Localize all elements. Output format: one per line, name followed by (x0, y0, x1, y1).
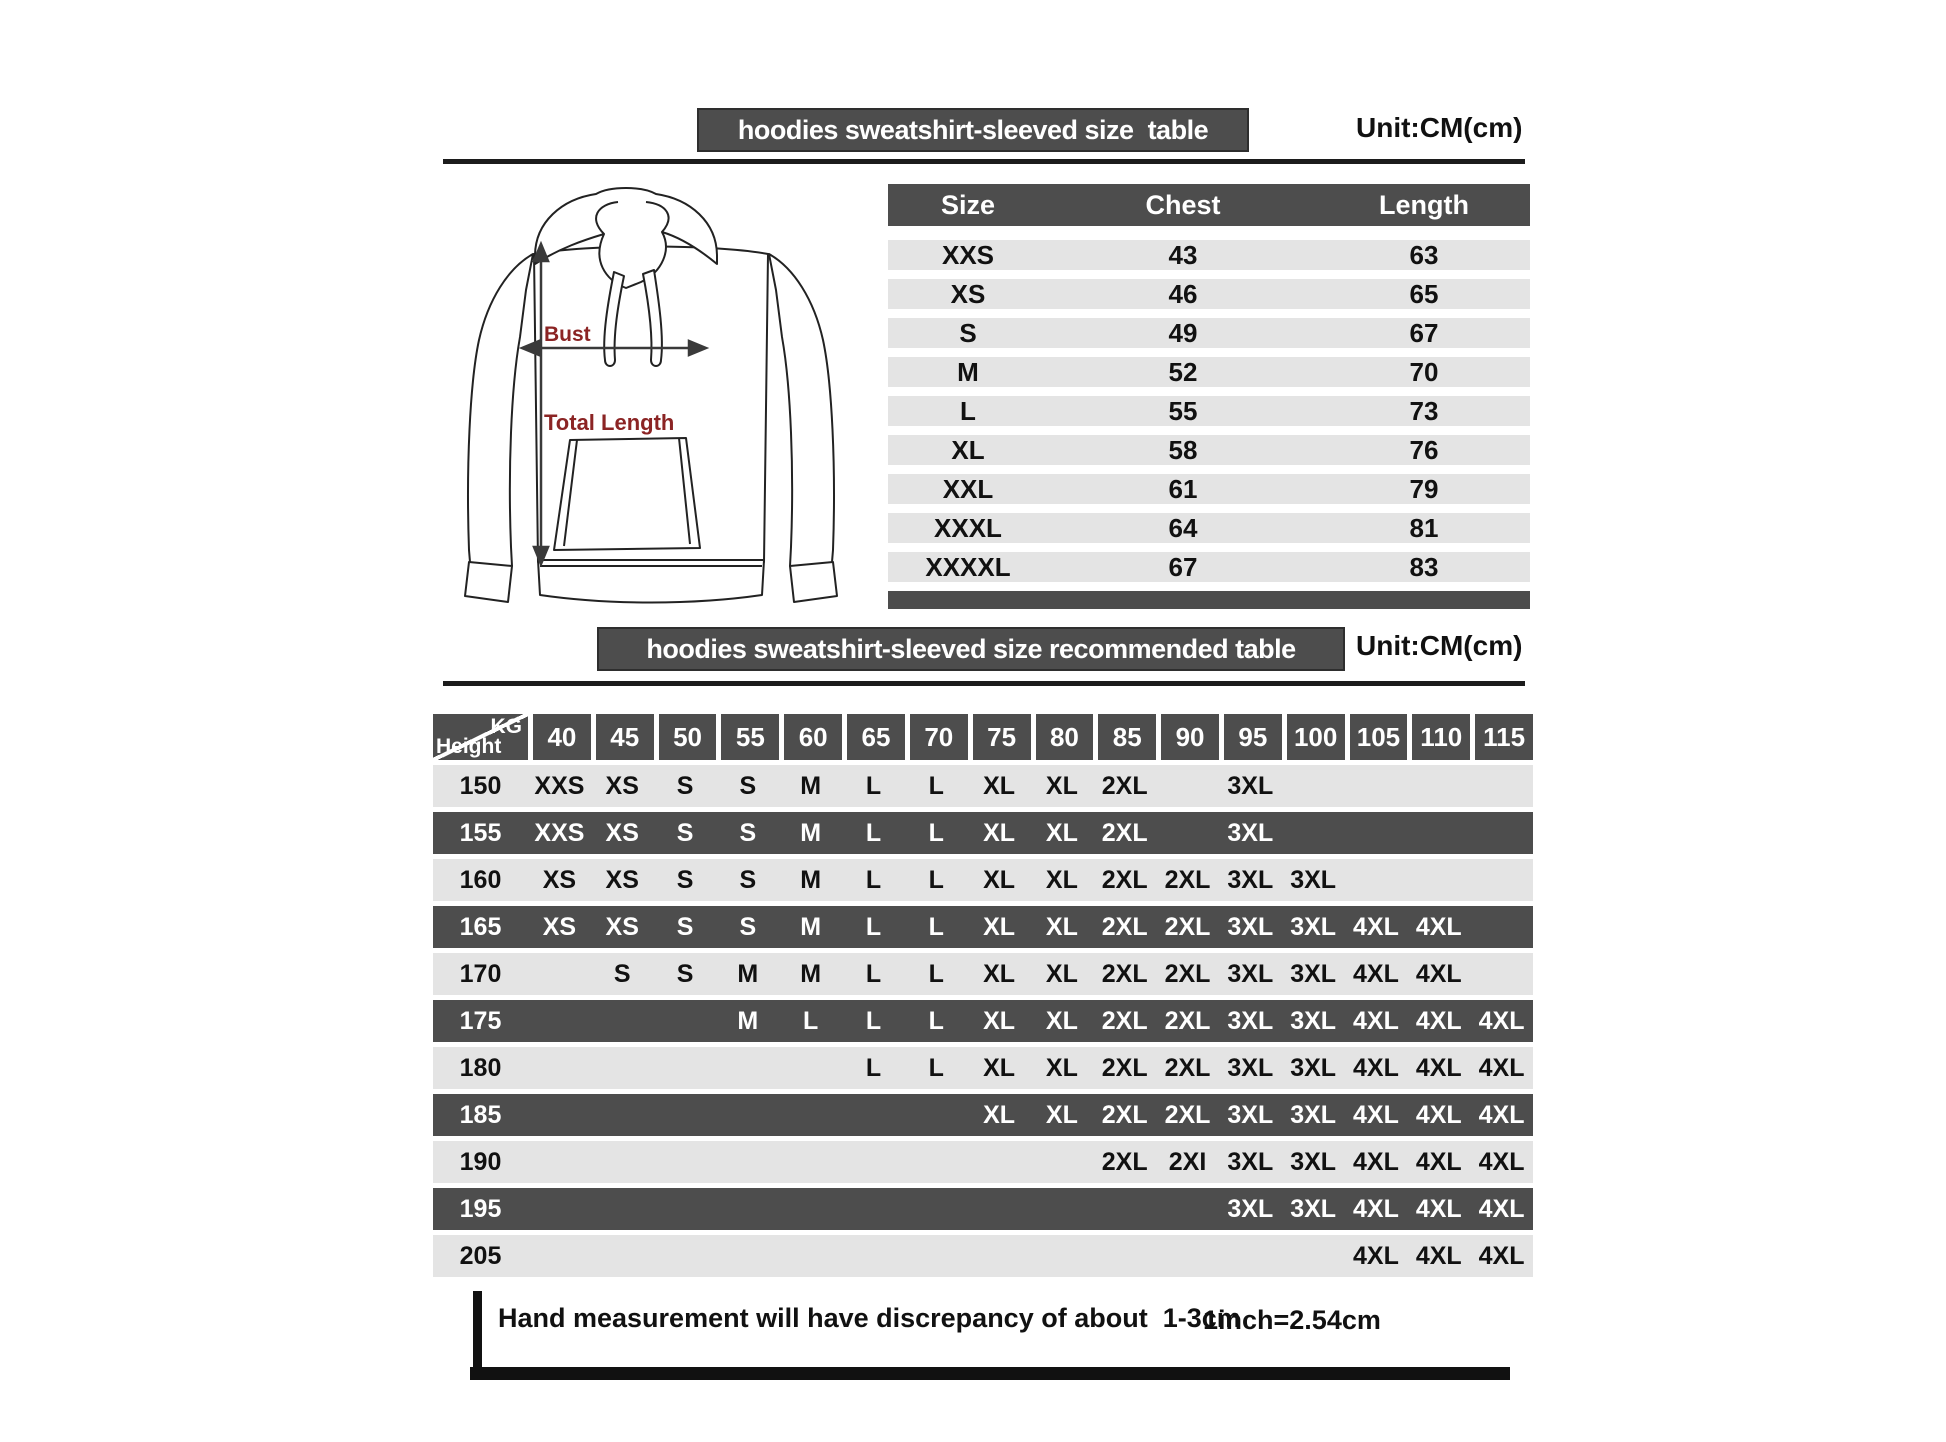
size-column-header: Size (940, 189, 996, 220)
size-cell: 3XL (1290, 1006, 1337, 1035)
size-cell: 2XL (1101, 771, 1148, 800)
middle-divider-line (443, 681, 1525, 686)
size-cell: L (928, 818, 944, 847)
kg-label: KG (490, 715, 522, 738)
size-cell: L (803, 1006, 819, 1035)
size-cell: XL (983, 818, 1016, 847)
size-cell: 4XL (1478, 1006, 1525, 1035)
size-cell: XL (1045, 865, 1078, 894)
size-table-row (888, 552, 1530, 582)
weight-column-header: 100 (1287, 714, 1345, 760)
size-value: S (959, 318, 977, 348)
size-cell: XS (605, 912, 639, 941)
length-value: 81 (1409, 513, 1439, 543)
weight-column-header: 70 (910, 714, 968, 760)
recommendation-row (433, 1141, 1533, 1183)
size-cell: L (865, 771, 882, 800)
size-cell: 2XL (1164, 959, 1211, 988)
size-cell: 3XL (1227, 959, 1274, 988)
size-cell: XL (983, 1006, 1016, 1035)
height-value: 195 (459, 1194, 502, 1223)
height-value: 175 (459, 1006, 502, 1035)
footnote-left-bar (473, 1291, 482, 1375)
size-cell: 3XL (1290, 912, 1337, 941)
weight-column-header: 80 (1036, 714, 1094, 760)
size-cell: 4XL (1353, 1241, 1399, 1270)
size-cell: S (613, 959, 631, 988)
size-cell: XS (605, 818, 639, 847)
size-table-title: hoodies sweatshirt-sleeved size table (697, 108, 1249, 152)
recommendation-row (433, 1188, 1533, 1230)
size-cell: 2XL (1164, 1100, 1211, 1129)
size-cell: 3XL (1227, 865, 1274, 894)
size-cell: XS (605, 771, 639, 800)
size-table-row (888, 513, 1530, 543)
size-table-footer-bar (888, 591, 1530, 609)
inch-conversion-text: 1inch=2.54cm (1203, 1305, 1381, 1335)
size-cell: 2XL (1101, 912, 1148, 941)
size-cell: 4XL (1415, 959, 1462, 988)
size-cell: L (865, 865, 882, 894)
weight-column-header: 40 (533, 714, 591, 760)
size-cell: L (865, 1006, 882, 1035)
height-value: 170 (459, 959, 502, 988)
bust-label: Bust (544, 323, 591, 346)
height-value: 155 (459, 818, 502, 847)
size-cell: XL (983, 865, 1016, 894)
size-cell: 3XL (1227, 1053, 1274, 1082)
size-cell: XL (983, 771, 1016, 800)
bust-arrow-left (522, 341, 539, 355)
size-cell: 4XL (1353, 1006, 1399, 1035)
size-cell: M (800, 959, 822, 988)
size-cell: 4XL (1478, 1053, 1525, 1082)
size-cell: M (800, 818, 822, 847)
size-cell: 2XL (1164, 912, 1211, 941)
size-cell: S (676, 818, 694, 847)
chest-value: 46 (1168, 279, 1198, 309)
size-cell: S (739, 818, 757, 847)
hoodie-left-cuff (465, 562, 512, 602)
weight-column-header: 60 (784, 714, 842, 760)
hoodie-measurement-diagram (438, 172, 864, 624)
size-cell: XL (983, 959, 1016, 988)
size-cell: XS (605, 865, 639, 894)
size-cell: 4XL (1415, 1194, 1462, 1223)
size-cell: XL (983, 912, 1016, 941)
size-cell: XL (1045, 818, 1078, 847)
size-cell: 4XL (1415, 1006, 1462, 1035)
size-cell: 4XL (1353, 1100, 1399, 1129)
size-cell: 2XL (1101, 818, 1148, 847)
weight-column-header: 45 (596, 714, 654, 760)
size-cell: XL (1045, 771, 1078, 800)
top-divider-line (443, 159, 1525, 164)
size-cell: M (800, 865, 822, 894)
size-cell: M (737, 1006, 759, 1035)
size-table-row (888, 240, 1530, 270)
weight-column-header: 50 (659, 714, 717, 760)
chest-value: 49 (1168, 318, 1198, 348)
size-cell: XL (1045, 1053, 1078, 1082)
hoodie-right-sleeve (769, 254, 834, 569)
recommendation-row (433, 1094, 1533, 1136)
kg-height-corner-cell (433, 714, 528, 760)
height-value: 180 (459, 1053, 502, 1082)
size-cell: 3XL (1290, 1053, 1337, 1082)
size-cell: 4XL (1353, 1053, 1399, 1082)
size-cell: S (676, 865, 694, 894)
weight-column-header: 110 (1412, 714, 1470, 760)
length-value: 65 (1409, 279, 1439, 309)
size-cell: 4XL (1353, 912, 1399, 941)
size-cell: 4XL (1353, 1147, 1399, 1176)
weight-column-header: 65 (847, 714, 905, 760)
chest-value: 43 (1168, 240, 1198, 270)
size-value: XXXL (934, 513, 1002, 543)
size-cell: 3XL (1227, 1006, 1274, 1035)
chest-value: 61 (1168, 474, 1198, 504)
size-cell: 3XL (1227, 771, 1274, 800)
size-value: M (957, 357, 979, 387)
recommendation-row (433, 906, 1533, 948)
chest-value: 64 (1168, 513, 1198, 543)
size-cell: L (865, 1053, 882, 1082)
size-cell: 4XL (1415, 1147, 1462, 1176)
size-cell: XS (542, 865, 577, 894)
size-cell: L (928, 1006, 944, 1035)
size-cell: XL (1045, 1006, 1078, 1035)
size-cell: 4XL (1478, 1241, 1525, 1270)
size-table-row (888, 474, 1530, 504)
length-value: 79 (1409, 474, 1439, 504)
size-cell: XXS (534, 771, 585, 800)
size-cell: 3XL (1227, 818, 1274, 847)
footnote-text: Hand measurement will have discrepancy of about 1-3cm (498, 1303, 1241, 1333)
size-cell: S (739, 865, 757, 894)
length-value: 67 (1409, 318, 1439, 348)
length-value: 70 (1409, 357, 1439, 387)
total-length-label: Total Length (544, 410, 675, 435)
length-column-header: Length (1379, 189, 1469, 220)
height-value: 205 (459, 1241, 502, 1270)
weight-column-header: 115 (1475, 714, 1533, 760)
size-cell: 4XL (1353, 959, 1399, 988)
size-cell: S (676, 771, 694, 800)
size-cell: 3XL (1290, 1194, 1337, 1223)
size-cell: L (865, 818, 882, 847)
size-cell: L (928, 912, 944, 941)
size-cell: S (739, 771, 757, 800)
size-cell: 2XL (1101, 1100, 1148, 1129)
size-cell: M (737, 959, 759, 988)
weight-column-header: 105 (1350, 714, 1408, 760)
recommendation-row (433, 1047, 1533, 1089)
length-value: 83 (1409, 552, 1439, 582)
chest-value: 67 (1168, 552, 1198, 582)
weight-column-header: 95 (1224, 714, 1282, 760)
height-value: 190 (459, 1147, 502, 1176)
length-value: 73 (1409, 396, 1439, 426)
size-cell: 4XL (1415, 1241, 1462, 1270)
size-cell: L (928, 959, 944, 988)
size-cell: 2XL (1164, 1006, 1211, 1035)
size-cell: 3XL (1290, 1100, 1337, 1129)
size-table-row (888, 396, 1530, 426)
size-cell: 3XL (1227, 1194, 1274, 1223)
size-cell: S (739, 912, 757, 941)
size-cell: XXS (534, 818, 585, 847)
size-cell: 4XL (1478, 1100, 1525, 1129)
recommended-table-header-row (433, 714, 1533, 760)
size-cell: S (676, 959, 694, 988)
size-cell: S (676, 912, 694, 941)
size-cell: 4XL (1415, 1053, 1462, 1082)
weight-column-header: 85 (1098, 714, 1156, 760)
recommendation-row (433, 812, 1533, 854)
size-cell: XL (1045, 959, 1078, 988)
size-cell: L (865, 912, 882, 941)
weight-column-header: 90 (1161, 714, 1219, 760)
size-cell: 4XL (1415, 912, 1462, 941)
size-cell: L (928, 865, 944, 894)
size-value: XS (950, 279, 986, 309)
size-cell: 2XI (1168, 1147, 1207, 1176)
weight-column-header: 75 (973, 714, 1031, 760)
recommended-table-unit-label: Unit:CM(cm) (1356, 630, 1523, 661)
height-label: Height (436, 735, 502, 758)
size-cell: 3XL (1290, 865, 1337, 894)
recommendation-row (433, 953, 1533, 995)
size-cell: 3XL (1227, 1100, 1274, 1129)
size-recommendation-table (433, 714, 1533, 1282)
height-value: 165 (459, 912, 502, 941)
chest-value: 58 (1168, 435, 1198, 465)
size-value: L (960, 396, 976, 426)
size-cell: L (928, 771, 944, 800)
size-cell: M (800, 771, 822, 800)
footnote-underline (470, 1367, 1510, 1380)
size-measurements-table (888, 184, 1530, 609)
size-cell: 3XL (1290, 959, 1337, 988)
size-table-unit-label: Unit:CM(cm) (1356, 112, 1523, 143)
length-value: 76 (1409, 435, 1439, 465)
size-cell: 2XL (1101, 1147, 1148, 1176)
length-value: 63 (1409, 240, 1439, 270)
size-cell: 2XL (1101, 865, 1148, 894)
height-value: 150 (459, 771, 502, 800)
size-table-header-row (888, 184, 1530, 226)
size-table-row (888, 279, 1530, 309)
size-cell: XL (983, 1100, 1016, 1129)
size-cell: 2XL (1101, 1053, 1148, 1082)
size-value: XXL (942, 474, 994, 504)
recommendation-row (433, 1235, 1533, 1277)
weight-column-header: 55 (721, 714, 779, 760)
size-table-row (888, 318, 1530, 348)
size-cell: 4XL (1478, 1194, 1525, 1223)
size-table-row (888, 435, 1530, 465)
chest-value: 52 (1168, 357, 1198, 387)
size-cell: 4XL (1353, 1194, 1399, 1223)
height-value: 160 (459, 865, 502, 894)
size-cell: 2XL (1101, 959, 1148, 988)
size-cell: 2XL (1164, 1053, 1211, 1082)
size-cell: XL (1045, 912, 1078, 941)
size-cell: 2XL (1164, 865, 1211, 894)
size-cell: L (865, 959, 882, 988)
recommendation-row (433, 765, 1533, 807)
size-value: XXS (941, 240, 995, 270)
size-cell: 2XL (1101, 1006, 1148, 1035)
size-table-row (888, 357, 1530, 387)
hoodie-left-sleeve (468, 254, 533, 569)
size-cell: XL (983, 1053, 1016, 1082)
recommendation-row (433, 859, 1533, 901)
size-cell: 4XL (1415, 1100, 1462, 1129)
chest-value: 55 (1168, 396, 1198, 426)
size-cell: XS (542, 912, 577, 941)
recommended-table-title: hoodies sweatshirt-sleeved size recommended table (597, 627, 1345, 671)
size-cell: 3XL (1227, 912, 1274, 941)
hoodie-right-cuff (790, 562, 837, 602)
size-cell: XL (1045, 1100, 1078, 1129)
size-cell: M (800, 912, 822, 941)
height-value: 185 (459, 1100, 502, 1129)
size-value: XXXXL (925, 552, 1011, 582)
size-cell: 3XL (1227, 1147, 1274, 1176)
chest-column-header: Chest (1145, 189, 1221, 220)
recommendation-row (433, 1000, 1533, 1042)
size-cell: L (928, 1053, 944, 1082)
size-cell: 3XL (1290, 1147, 1337, 1176)
size-cell: 4XL (1478, 1147, 1525, 1176)
size-value: XL (951, 435, 985, 465)
